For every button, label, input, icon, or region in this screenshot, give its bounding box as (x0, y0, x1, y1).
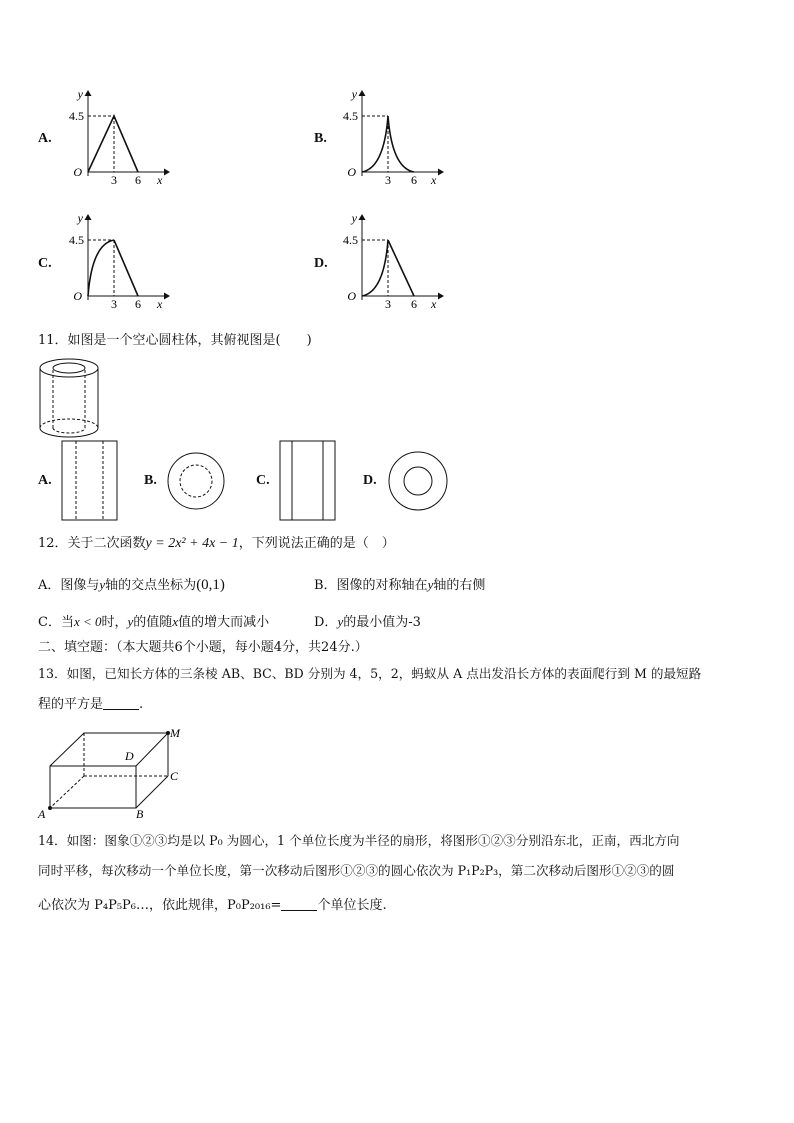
math-var: y (127, 614, 134, 629)
math-cond: x < 0 (73, 614, 102, 629)
option-b-label: B. (314, 131, 327, 146)
q11-option-d-label: D. (363, 473, 377, 488)
graph-c (60, 208, 170, 310)
origin-label: O (347, 289, 356, 303)
q13-line-1: 13．如图，已知长方体的三条棱 AB、BC、BD 分别为 4，5，2，蚂蚁从 A 点出发沿长方体的表面爬行到 M 的最短路 (38, 666, 702, 681)
y-tick-label: 4.5 (69, 233, 84, 247)
graph-b (334, 84, 444, 186)
x-tick-label: 6 (411, 297, 417, 310)
cuboid-figure (36, 726, 186, 822)
q11-option-b-label: B. (144, 473, 157, 488)
q12-function: y = 2x² + 4x − 1 (145, 536, 239, 551)
graph-d (334, 208, 444, 310)
math-var: y (99, 577, 106, 592)
y-tick-label: 4.5 (69, 109, 84, 123)
answer-blank[interactable] (103, 695, 139, 710)
option-text: D． (314, 615, 338, 630)
origin-label: O (73, 289, 82, 303)
x-tick-label: 6 (135, 297, 141, 310)
answer-blank[interactable] (281, 896, 317, 911)
y-tick-label: 4.5 (343, 109, 358, 123)
q12-stem-after: ，下列说法正确的是（ ） (238, 536, 395, 551)
option-text: 轴的右侧 (433, 578, 486, 593)
option-text: B．图像的对称轴在 (314, 578, 428, 593)
x-axis-label: x (431, 173, 437, 186)
option-text: 时， (101, 615, 128, 630)
vertex-d-label: D (125, 749, 134, 763)
y-axis-label: y (77, 211, 83, 225)
q11-option-a-label: A. (38, 473, 52, 488)
q11-stem: 11．如图是一个空心圆柱体，其俯视图是( ) (38, 333, 312, 348)
option-text: 的值随 (133, 615, 173, 630)
q13-text: . (139, 697, 144, 712)
q11-option-d-figure (386, 449, 450, 513)
y-axis-label: y (77, 87, 83, 101)
option-text: C．当 (38, 615, 74, 630)
hollow-cylinder-figure (36, 356, 102, 440)
x-axis-label: x (431, 297, 437, 310)
math-var: y (427, 577, 434, 592)
q12-stem (38, 534, 395, 554)
option-d-label: D. (314, 256, 328, 271)
q13-text: 程的平方是 (38, 697, 104, 712)
x-tick-label: 3 (385, 173, 391, 186)
q12-option-c (38, 612, 269, 633)
graph-a (60, 84, 170, 186)
x-tick-label: 6 (411, 173, 417, 186)
origin-label: O (347, 165, 356, 179)
x-tick-label: 3 (111, 297, 117, 310)
q14-text: 心依次为 P₄P₅P₆…，依此规律，P₀P₂₀₁₆= (38, 898, 282, 913)
vertex-m-label: M (170, 726, 180, 740)
y-tick-label: 4.5 (343, 233, 358, 247)
x-tick-label: 3 (111, 173, 117, 186)
q14-text: 个单位长度. (317, 898, 387, 913)
vertex-a-label: A (38, 807, 46, 821)
math-var: x (172, 614, 179, 629)
q11-option-b-figure (166, 451, 226, 511)
q14-line-1: 14．如图：图象①②③均是以 P₀ 为圆心，1 个单位长度为半径的扇形，将图形①②③分别沿东北，正南，西北方向 (38, 833, 680, 848)
q11-option-c-label: C. (256, 473, 270, 488)
y-axis-label: y (351, 211, 357, 225)
x-axis-label: x (157, 297, 163, 310)
vertex-b-label: B (136, 807, 144, 821)
option-text: 轴的交点坐标为 (105, 578, 197, 593)
section-2-title: 二、填空题：（本大题共6个小题，每小题4分，共24分.） (38, 640, 368, 655)
x-axis-label: x (157, 173, 163, 186)
option-text: A．图像与 (38, 578, 100, 593)
option-a-label: A. (38, 131, 52, 146)
x-tick-label: 6 (135, 173, 141, 186)
origin-label: O (73, 165, 82, 179)
q12-stem-before: 12．关于二次函数 (38, 536, 146, 551)
q12-option-d (314, 612, 421, 633)
q13-line-2 (38, 695, 143, 715)
option-c-label: C. (38, 256, 52, 271)
y-axis-label: y (351, 87, 357, 101)
q11-option-a-figure (60, 440, 120, 522)
q12-option-b (314, 575, 485, 596)
option-text: 的最小值为-3 (343, 615, 421, 630)
x-tick-label: 3 (385, 297, 391, 310)
q14-line-3 (38, 896, 387, 916)
math-var: y (337, 614, 344, 629)
option-text: 值的增大而减小 (178, 615, 270, 630)
q11-option-c-figure (278, 440, 338, 522)
math-point: (0,1) (196, 577, 225, 593)
vertex-c-label: C (170, 769, 179, 783)
q12-option-a (38, 575, 225, 596)
q14-line-2: 同时平移，每次移动一个单位长度，第一次移动后图形①②③的圆心依次为 P₁P₂P₃，第二次移动后图形①②③的圆 (38, 863, 675, 878)
